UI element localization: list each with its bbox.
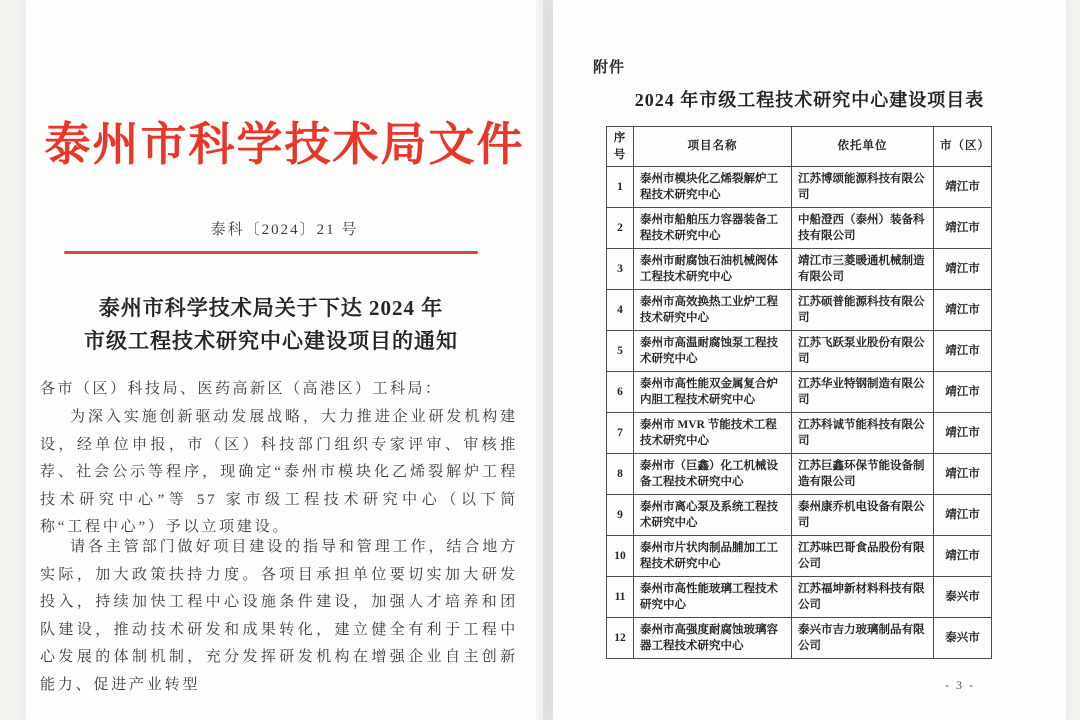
- support-unit-cell: 江苏华业特钢制造有限公司: [792, 372, 934, 413]
- district-cell: 靖江市: [934, 536, 992, 577]
- district-cell: 靖江市: [934, 208, 992, 249]
- district-cell: 靖江市: [934, 290, 992, 331]
- support-unit-cell: 江苏福坤新材料科技有限公司: [792, 577, 934, 618]
- table-row: [607, 495, 992, 536]
- row-number-cell: 5: [607, 331, 634, 372]
- district-cell: 靖江市: [934, 331, 992, 372]
- notice-title-line2: 市级工程技术研究中心建设项目的通知: [84, 329, 458, 353]
- district-cell: 靖江市: [934, 413, 992, 454]
- row-number-cell: 3: [607, 249, 634, 290]
- table-row: [607, 167, 992, 208]
- district-cell: 泰兴市: [934, 577, 992, 618]
- support-unit-cell: 靖江市三菱暖通机械制造有限公司: [792, 249, 934, 290]
- district-cell: 靖江市: [934, 372, 992, 413]
- header-row-number: 序号: [607, 127, 634, 167]
- support-unit-cell: 江苏硕普能源科技有限公司: [792, 290, 934, 331]
- header-project-name: 项目名称: [634, 127, 792, 167]
- project-name-cell: 泰州市离心泵及系统工程技术研究中心: [634, 495, 792, 536]
- row-number-cell: 2: [607, 208, 634, 249]
- letterhead-title: 泰州市科学技术局文件: [44, 119, 525, 170]
- table-row: [607, 454, 992, 495]
- table-row: [607, 577, 992, 618]
- support-unit-cell: 江苏飞跃泵业股份有限公司: [792, 331, 934, 372]
- table-row: [607, 290, 992, 331]
- project-name-cell: 泰州市耐腐蚀石油机械阀体工程技术研究中心: [634, 249, 792, 290]
- table-row: [607, 208, 992, 249]
- table-row: [607, 331, 992, 372]
- project-table-head: [607, 127, 992, 167]
- row-number-cell: 4: [607, 290, 634, 331]
- project-name-cell: 泰州市高性能双金属复合炉内胆工程技术研究中心: [634, 372, 792, 413]
- support-unit-cell: 江苏博颂能源科技有限公司: [792, 167, 934, 208]
- project-name-cell: 泰州市高温耐腐蚀泵工程技术研究中心: [634, 331, 792, 372]
- table-row: [607, 618, 992, 659]
- project-name-cell: 泰州市高强度耐腐蚀玻璃容器工程技术研究中心: [634, 618, 792, 659]
- project-name-cell: 泰州市高效换热工业炉工程技术研究中心: [634, 290, 792, 331]
- support-unit-cell: 中船澄西（泰州）装备科技有限公司: [792, 208, 934, 249]
- notice-title-line1: 泰州市科学技术局关于下达 2024 年: [98, 296, 444, 320]
- page-number: - 3 -: [945, 678, 975, 692]
- document-page-left: [26, 0, 543, 720]
- header-district: 市（区）: [934, 127, 992, 167]
- row-number-cell: 1: [607, 167, 634, 208]
- body-paragraph-1: 为深入实施创新驱动发展战略，大力推进企业研发机构建设，经单位申报，市（区）科技部门组织专家评审、审核推荐、社会公示等程序，现确定“泰州市模块化乙烯裂解炉工程技术研究中心”等 57 家市级工程技术研究中心（以下简称“工程中心”）予以立项建设。: [40, 409, 518, 535]
- district-cell: 靖江市: [934, 454, 992, 495]
- district-cell: 靖江市: [934, 495, 992, 536]
- red-divider-rule: [64, 251, 478, 254]
- row-number-cell: 10: [607, 536, 634, 577]
- project-name-cell: 泰州市（巨鑫）化工机械设备工程技术研究中心: [634, 454, 792, 495]
- support-unit-cell: 泰兴市吉力玻璃制品有限公司: [792, 618, 934, 659]
- row-number-cell: 7: [607, 413, 634, 454]
- support-unit-cell: 江苏科诚节能科技有限公司: [792, 413, 934, 454]
- document-number: 泰科〔2024〕21 号: [210, 222, 359, 238]
- row-number-cell: 6: [607, 372, 634, 413]
- project-name-cell: 泰州市高性能玻璃工程技术研究中心: [634, 577, 792, 618]
- notice-title: [36, 292, 506, 358]
- support-unit-cell: 泰州康乔机电设备有限公司: [792, 495, 934, 536]
- table-row: [607, 413, 992, 454]
- body-paragraph-2: 请各主管部门做好项目建设的指导和管理工作，结合地方实际，加大政策扶持力度。各项目承担单位要切实加大研发投入，持续加快工程中心设施条件建设，加强人才培养和团队建设，推动技术研发和成果转化，建立健全有利于工程中心发展的体制机制，充分发挥研发机构在增强企业自主创新能力、促进产业转型: [40, 539, 518, 693]
- district-cell: 靖江市: [934, 167, 992, 208]
- project-table: [606, 126, 992, 659]
- project-name-cell: 泰州市模块化乙烯裂解炉工程技术研究中心: [634, 167, 792, 208]
- table-title: 2024 年市级工程技术研究中心建设项目表: [634, 90, 985, 110]
- table-row: [607, 536, 992, 577]
- row-number-cell: 11: [607, 577, 634, 618]
- support-unit-cell: 江苏巨鑫环保节能设备制造有限公司: [792, 454, 934, 495]
- table-row: [607, 249, 992, 290]
- document-page-right: [553, 0, 1066, 720]
- row-number-cell: 9: [607, 495, 634, 536]
- salutation: 各市（区）科技局、医药高新区（高港区）工科局：: [40, 381, 443, 397]
- table-header-row: [607, 127, 992, 167]
- district-cell: 靖江市: [934, 249, 992, 290]
- attachment-label: 附件: [593, 60, 626, 76]
- project-table-body: [607, 167, 992, 659]
- project-name-cell: 泰州市船舶压力容器装备工程技术研究中心: [634, 208, 792, 249]
- row-number-cell: 12: [607, 618, 634, 659]
- header-support-unit: 依托单位: [792, 127, 934, 167]
- row-number-cell: 8: [607, 454, 634, 495]
- district-cell: 泰兴市: [934, 618, 992, 659]
- support-unit-cell: 江苏味巴哥食品股份有限公司: [792, 536, 934, 577]
- project-name-cell: 泰州市片状肉制品脯加工工程技术研究中心: [634, 536, 792, 577]
- table-row: [607, 372, 992, 413]
- project-name-cell: 泰州市 MVR 节能技术工程技术研究中心: [634, 413, 792, 454]
